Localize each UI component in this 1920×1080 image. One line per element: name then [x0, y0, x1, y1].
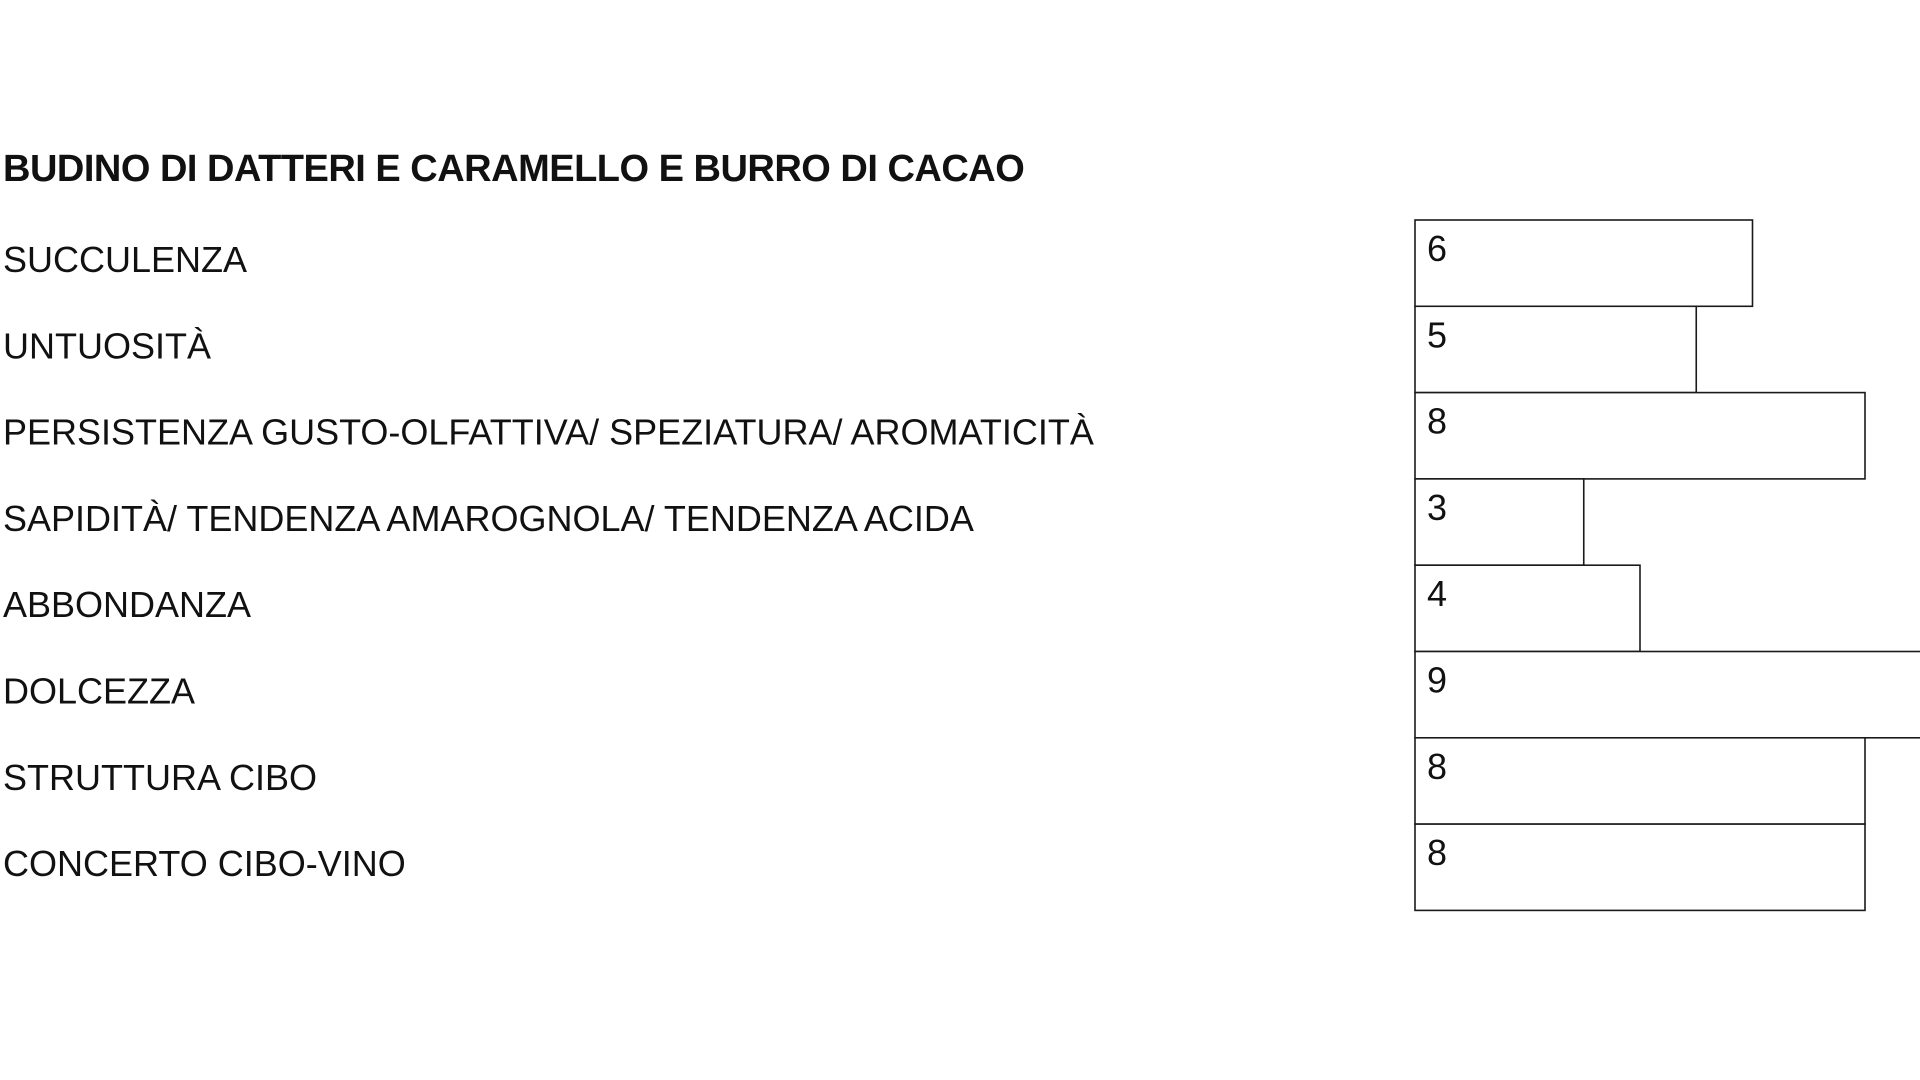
category-label: STRUTTURA CIBO: [3, 756, 318, 798]
bar-value-label: 8: [1427, 832, 1448, 874]
category-label: DOLCEZZA: [3, 670, 196, 712]
category-labels: [3, 239, 1094, 884]
category-label: ABBONDANZA: [3, 584, 252, 626]
bars: [1415, 220, 1920, 910]
chart-title: BUDINO DI DATTERI E CARAMELLO E BURRO DI CACAO: [3, 148, 1025, 190]
bar-value-label: 3: [1427, 486, 1448, 528]
category-label: SUCCULENZA: [3, 239, 248, 280]
bar-value-label: 4: [1427, 573, 1448, 615]
bar: [1415, 652, 1920, 738]
bar-value-label: 5: [1427, 314, 1448, 356]
bar: [1415, 393, 1865, 479]
category-label: SAPIDITÀ/ TENDENZA AMAROGNOLA/ TENDENZA ACIDA: [3, 497, 974, 539]
bar: [1415, 220, 1753, 306]
category-label: UNTUOSITÀ: [3, 325, 212, 367]
bar-value-label: 9: [1427, 659, 1448, 701]
category-label: PERSISTENZA GUSTO-OLFATTIVA/ SPEZIATURA/ AROMATICITÀ: [3, 411, 1094, 453]
bar-value-label: 8: [1427, 400, 1448, 442]
bar-value-label: 6: [1427, 228, 1448, 269]
bar: [1415, 738, 1865, 824]
category-label: CONCERTO CIBO-VINO: [3, 843, 406, 885]
bar: [1415, 306, 1696, 392]
bar: [1415, 824, 1865, 910]
bar: [1415, 565, 1640, 651]
bar-value-label: 8: [1427, 745, 1448, 787]
